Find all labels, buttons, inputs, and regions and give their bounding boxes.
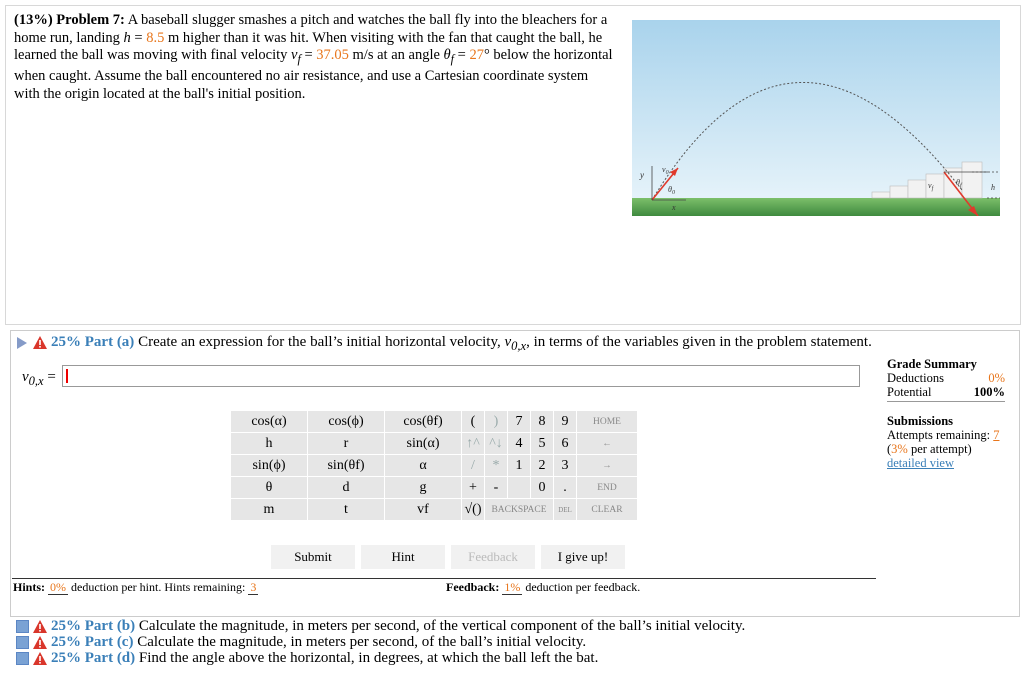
problem-statement: (13%) Problem 7: A baseball slugger smashes a pitch and watches the ball fly into the bleachers for a home run, landing h = 8.5 m higher than it was hit. When visiting with the fan that caught the ball, he learned the ball was moving with final velocity $v_f = 37.05$ m/s at an angle $\theta_f = 27^\circ$ below the horizontal when caught. Assume the ball encountered no air resistance, and use a Cartesian coordinate system with the origin located at the ball's initial position.: [14, 12, 613, 102]
part-a-percent: 25%: [51, 334, 81, 350]
key-del[interactable]: DEL: [554, 499, 577, 521]
baseball-trajectory-figure: [632, 20, 1000, 216]
answer-label: $v_{0,x}$ =: [22, 369, 56, 388]
divider: [12, 578, 876, 579]
key-8[interactable]: 8: [531, 411, 554, 433]
key-right-arrow[interactable]: →: [577, 455, 638, 477]
key-backspace[interactable]: BACKSPACE: [485, 499, 554, 521]
submit-button[interactable]: Submit: [270, 544, 356, 570]
y-axis-label: y: [640, 170, 644, 180]
part-a-label: Part (a): [84, 334, 135, 350]
key-power-up[interactable]: ↑^: [462, 433, 485, 455]
key-3[interactable]: 3: [554, 455, 577, 477]
key-theta[interactable]: θ: [231, 477, 308, 499]
key-4[interactable]: 4: [508, 433, 531, 455]
action-buttons: [270, 544, 626, 570]
grade-summary: Grade Summary Deductions 0% Potential 100% Submissions Attempts remaining: 7 (3% per attempt) detailed view: [887, 357, 1005, 470]
key-5[interactable]: 5: [531, 433, 554, 455]
key-cos-phi[interactable]: cos(ϕ): [308, 411, 385, 433]
feedback-info: Feedback: 1% deduction per feedback.: [446, 580, 641, 594]
key-open-paren[interactable]: (: [462, 411, 485, 433]
key-plus[interactable]: +: [462, 477, 485, 499]
part-b-row[interactable]: 25% Part (b) Calculate the magnitude, in meters per second, of the vertical component of the ball’s initial velocity.: [16, 618, 745, 635]
key-vf[interactable]: vf: [385, 499, 462, 521]
key-0[interactable]: 0: [531, 477, 554, 499]
key-power-down[interactable]: ^↓: [485, 433, 508, 455]
key-sqrt[interactable]: √(): [462, 499, 485, 521]
collapse-icon[interactable]: [16, 652, 29, 665]
key-end[interactable]: END: [577, 477, 638, 499]
warning-icon: [33, 636, 47, 649]
collapse-icon[interactable]: [16, 620, 29, 633]
key-blank: [508, 477, 531, 499]
warning-icon: [33, 336, 47, 349]
collapse-icon[interactable]: [16, 636, 29, 649]
key-r[interactable]: r: [308, 433, 385, 455]
warning-icon: [33, 652, 47, 665]
key-cos-alpha[interactable]: cos(α): [231, 411, 308, 433]
answer-input[interactable]: [62, 365, 860, 387]
expand-arrow-icon[interactable]: [17, 337, 27, 349]
h-label: h: [991, 183, 995, 192]
text-caret: [66, 369, 68, 383]
key-9[interactable]: 9: [554, 411, 577, 433]
part-a-header: 25% Part (a) Create an expression for the ball’s initial horizontal velocity, $v_{0,x}$, in terms of the variables given in the problem statement.: [17, 334, 872, 354]
part-d-row[interactable]: 25% Part (d) Find the angle above the horizontal, in degrees, at which the ball left the bat.: [16, 650, 598, 667]
key-sin-thetaf[interactable]: sin(θf): [308, 455, 385, 477]
key-sin-phi[interactable]: sin(ϕ): [231, 455, 308, 477]
key-d[interactable]: d: [308, 477, 385, 499]
key-decimal[interactable]: .: [554, 477, 577, 499]
vf-label: $v_f$: [928, 181, 934, 192]
key-sin-alpha[interactable]: sin(α): [385, 433, 462, 455]
key-multiply[interactable]: *: [485, 455, 508, 477]
equation-keypad: [230, 410, 638, 521]
key-h[interactable]: h: [231, 433, 308, 455]
feedback-button[interactable]: Feedback: [450, 544, 536, 570]
key-divide[interactable]: /: [462, 455, 485, 477]
detailed-view-link[interactable]: detailed view: [887, 456, 954, 470]
hint-button[interactable]: Hint: [360, 544, 446, 570]
key-alpha[interactable]: α: [385, 455, 462, 477]
key-1[interactable]: 1: [508, 455, 531, 477]
key-g[interactable]: g: [385, 477, 462, 499]
part-c-row[interactable]: 25% Part (c) Calculate the magnitude, in meters per second, of the ball’s initial velocity.: [16, 634, 586, 651]
key-cos-thetaf[interactable]: cos(θf): [385, 411, 462, 433]
key-close-paren[interactable]: ): [485, 411, 508, 433]
v0-label: $v_0$: [662, 165, 669, 176]
key-7[interactable]: 7: [508, 411, 531, 433]
thetaf-label: $\theta_f$: [956, 178, 962, 189]
key-2[interactable]: 2: [531, 455, 554, 477]
key-left-arrow[interactable]: ←: [577, 433, 638, 455]
x-axis-label: x: [672, 203, 676, 212]
hints-info: Hints: 0% deduction per hint. Hints remaining: 3: [13, 580, 257, 594]
theta0-label: $\theta_0$: [668, 185, 675, 196]
give-up-button[interactable]: I give up!: [540, 544, 626, 570]
key-6[interactable]: 6: [554, 433, 577, 455]
key-home[interactable]: HOME: [577, 411, 638, 433]
warning-icon: [33, 620, 47, 633]
key-m[interactable]: m: [231, 499, 308, 521]
key-t[interactable]: t: [308, 499, 385, 521]
key-minus[interactable]: -: [485, 477, 508, 499]
key-clear[interactable]: CLEAR: [577, 499, 638, 521]
